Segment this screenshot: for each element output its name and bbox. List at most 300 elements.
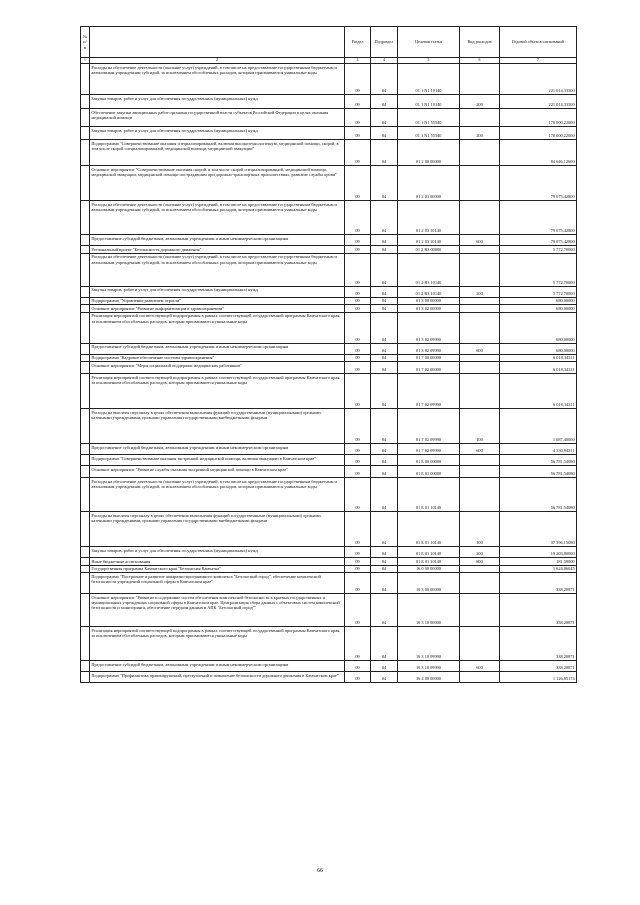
row-podrazdel: 04 xyxy=(371,201,398,235)
row-target: 01 2 03 10140 xyxy=(398,201,460,235)
row-target: 01 3 02 09990 xyxy=(398,312,460,343)
row-amount: 56 781,54080 xyxy=(500,466,577,478)
row-num-cell xyxy=(81,409,90,444)
table-row xyxy=(81,455,577,466)
row-name-cell xyxy=(90,235,345,246)
row-amount: 680,00000 xyxy=(500,297,577,304)
row-podrazdel: 04 xyxy=(371,109,398,127)
row-name: Основное мероприятие "Совершенствование оказания скорой, в том числе скорой специализированной, медицинской помощи, медицинской эвакуации, медицинской помощи пострадавшим при дорожно-транспортных происшествиях, развитие службы крови" xyxy=(91,166,337,178)
row-num-cell xyxy=(81,466,90,478)
row-num-cell xyxy=(81,661,90,672)
row-razdel: 09 xyxy=(345,627,371,661)
row-podrazdel: 04 xyxy=(371,565,398,572)
row-razdel: 09 xyxy=(345,253,371,286)
row-razdel: 09 xyxy=(345,547,371,558)
table-row xyxy=(81,235,577,246)
row-name: Подпрограмма "Управление развитием отрасли" xyxy=(91,298,181,304)
row-name-cell xyxy=(90,354,345,361)
row-name: Реализация мероприятий соответствующей подпрограммы в рамках соответствующей государственной программы Камчатского края, за исключением обособленных расходов, которым присваиваются уникальные коды xyxy=(91,313,341,324)
row-razdel: 09 xyxy=(345,478,371,512)
row-vid: 100 xyxy=(460,409,500,444)
row-razdel: 09 xyxy=(345,246,371,253)
header-vid: Вид расходов xyxy=(460,27,500,58)
row-vid: 200 xyxy=(460,547,500,558)
row-vid: 600 xyxy=(460,343,500,354)
row-num-cell xyxy=(81,312,90,343)
row-razdel: 09 xyxy=(345,64,371,95)
row-target: 01 3 02 00000 xyxy=(398,305,460,312)
row-name: Основное мероприятие "Развитие службы оказания экстренной медицинской помощи в Камчатском крае" xyxy=(91,466,288,472)
row-podrazdel: 04 xyxy=(371,246,398,253)
row-target: 01 3 00 00000 xyxy=(398,297,460,304)
row-target: 01 7 00 00000 xyxy=(398,354,460,361)
row-razdel: 09 xyxy=(345,235,371,246)
row-razdel: 09 xyxy=(345,286,371,297)
row-num-cell xyxy=(81,573,90,594)
row-num-cell xyxy=(81,354,90,361)
row-vid: 600 xyxy=(460,661,500,672)
row-podrazdel: 04 xyxy=(371,235,398,246)
row-vid xyxy=(460,374,500,409)
row-target: 01 1 N1 10140 xyxy=(398,95,460,109)
row-amount: 1 624,06045 xyxy=(500,565,577,572)
row-name: Расходы на обеспечение деятельности (оказание услуг) учреждений, в том числе на предоставление государственным бюджетным и автономным учреждениям субсидий, за исключением обособленных расходов, которым присваиваются уникальные коды xyxy=(91,478,337,490)
row-name-cell xyxy=(90,547,345,558)
row-name: Реализация мероприятий соответствующей подпрограммы в рамках соответствующей государственной программы Камчатского края, за исключением обособленных расходов, которым присваиваются уникальные коды xyxy=(91,374,341,386)
row-podrazdel: 04 xyxy=(371,343,398,354)
row-razdel: 09 xyxy=(345,312,371,343)
row-vid: 200 xyxy=(460,286,500,297)
row-vid xyxy=(460,297,500,304)
row-name: Подпрограмма "Кадровое обеспечение системы здравоохранения" xyxy=(91,355,215,361)
row-target: 01 7 02 09990 xyxy=(398,374,460,409)
row-name: Предоставление субсидий бюджетным, автономным учреждениям и иным некоммерческим организациям xyxy=(91,444,289,450)
row-amount: 338,20871 xyxy=(500,661,577,672)
row-target: 01 Б 01 00000 xyxy=(398,466,460,478)
row-amount: 56 781,54080 xyxy=(500,455,577,466)
row-razdel: 09 xyxy=(345,444,371,455)
table-row xyxy=(81,166,577,201)
header-num: № п/п xyxy=(81,27,90,58)
row-amount: 6 018,34311 xyxy=(500,354,577,361)
row-amount: 4 330,94311 xyxy=(500,444,577,455)
row-name-cell xyxy=(90,343,345,354)
row-podrazdel: 04 xyxy=(371,672,398,683)
row-razdel: 09 xyxy=(345,466,371,478)
row-target: 01 3 02 09990 xyxy=(398,343,460,354)
row-name-cell xyxy=(90,558,345,565)
row-name-cell xyxy=(90,362,345,374)
row-amount: 170 000,22000 xyxy=(500,127,577,140)
table-row xyxy=(81,565,577,572)
row-amount: 5 772,70000 xyxy=(500,253,577,286)
row-num-cell xyxy=(81,140,90,166)
row-name-cell xyxy=(90,512,345,547)
page-number: 66 xyxy=(317,868,323,874)
row-amount: 6 018,34311 xyxy=(500,374,577,409)
header-podrazdel: Подраздел xyxy=(371,27,398,58)
row-vid xyxy=(460,627,500,661)
row-podrazdel: 04 xyxy=(371,305,398,312)
row-name: Государственная программа Камчатского края "Безопасная Камчатка" xyxy=(91,566,221,572)
row-vid xyxy=(460,166,500,201)
row-razdel: 09 xyxy=(345,594,371,627)
row-name-cell xyxy=(90,305,345,312)
row-podrazdel: 04 xyxy=(371,312,398,343)
row-podrazdel: 04 xyxy=(371,286,398,297)
row-amount: 338,20871 xyxy=(500,627,577,661)
row-podrazdel: 04 xyxy=(371,362,398,374)
row-target: 01 2 R3 10140 xyxy=(398,253,460,286)
row-vid: 200 xyxy=(460,95,500,109)
row-podrazdel: 04 xyxy=(371,558,398,565)
row-name-cell xyxy=(90,565,345,572)
row-amount: 5 772,70000 xyxy=(500,246,577,253)
row-name: Предоставление субсидий бюджетным, автономным учреждениям и иным некоммерческим организациям xyxy=(91,661,289,667)
index-cell: 7 xyxy=(500,58,577,64)
row-name-cell xyxy=(90,127,345,140)
row-razdel: 09 xyxy=(345,565,371,572)
row-name-cell xyxy=(90,573,345,594)
table-row xyxy=(81,286,577,297)
row-num-cell xyxy=(81,201,90,235)
row-razdel: 09 xyxy=(345,343,371,354)
row-razdel: 09 xyxy=(345,512,371,547)
row-razdel: 09 xyxy=(345,409,371,444)
table-row xyxy=(81,362,577,374)
row-num-cell xyxy=(81,253,90,286)
index-cell: 5 xyxy=(398,58,460,64)
row-razdel: 09 xyxy=(345,354,371,361)
row-name: Закупка товаров, работ и услуг для обеспечения государственных (муниципальных) нужд xyxy=(91,127,258,133)
row-name-cell xyxy=(90,455,345,466)
row-amount: 1 126,85174 xyxy=(500,672,577,683)
row-name-cell xyxy=(90,312,345,343)
row-amount: 680,00000 xyxy=(500,343,577,354)
row-vid xyxy=(460,109,500,127)
row-num-cell xyxy=(81,565,90,572)
row-name-cell xyxy=(90,286,345,297)
header-row xyxy=(81,27,577,58)
row-amount: 19 203,80000 xyxy=(500,547,577,558)
row-target: 16 3 10 09990 xyxy=(398,661,460,672)
row-amount: 221 014,33500 xyxy=(500,64,577,95)
row-amount: 37 396,15080 xyxy=(500,512,577,547)
row-razdel: 09 xyxy=(345,297,371,304)
row-podrazdel: 04 xyxy=(371,64,398,95)
table-row xyxy=(81,64,577,95)
row-name-cell xyxy=(90,444,345,455)
table-row xyxy=(81,140,577,166)
row-name-cell xyxy=(90,95,345,109)
table-row xyxy=(81,573,577,594)
row-name-cell xyxy=(90,409,345,444)
index-cell: 2 xyxy=(90,58,345,64)
table-row xyxy=(81,246,577,253)
row-podrazdel: 04 xyxy=(371,374,398,409)
table-row xyxy=(81,312,577,343)
row-num-cell xyxy=(81,374,90,409)
row-name-cell xyxy=(90,253,345,286)
row-target: 01 7 02 00000 xyxy=(398,362,460,374)
row-name-cell xyxy=(90,297,345,304)
table-row xyxy=(81,444,577,455)
row-name-cell xyxy=(90,466,345,478)
table-row xyxy=(81,627,577,661)
row-name: Основное мероприятие "Развитие информатизации в здравоохранении" xyxy=(91,305,224,311)
row-name: Расходы на обеспечение деятельности (оказание услуг) учреждений, в том числе на предоставление государственным бюджетным и автономным учреждениям субсидий, за исключением обособленных расходов, которым присваиваются уникальные коды xyxy=(91,64,337,76)
index-cell: 6 xyxy=(460,58,500,64)
row-name: Подпрограмма "Профилактика правонарушений, преступлений и повышение безопасности дорожного движения в Камчатском крае" xyxy=(91,672,339,678)
table-row xyxy=(81,594,577,627)
table-row xyxy=(81,512,577,547)
row-razdel: 09 xyxy=(345,201,371,235)
row-razdel: 09 xyxy=(345,455,371,466)
row-name: Закупка товаров, работ и услуг для обеспечения государственных (муниципальных) нужд xyxy=(91,95,258,101)
row-razdel: 09 xyxy=(345,140,371,166)
row-vid: 800 xyxy=(460,558,500,565)
row-podrazdel: 04 xyxy=(371,466,398,478)
budget-table xyxy=(80,26,577,683)
row-podrazdel: 04 xyxy=(371,627,398,661)
row-name-cell xyxy=(90,140,345,166)
row-vid xyxy=(460,246,500,253)
index-cell: 3 xyxy=(345,58,371,64)
row-amount: 84 646,12600 xyxy=(500,140,577,166)
row-name: Иные бюджетные ассигнования xyxy=(91,558,151,564)
row-target: 16 3 10 00000 xyxy=(398,594,460,627)
row-podrazdel: 04 xyxy=(371,594,398,627)
row-target: 16 4 00 00000 xyxy=(398,672,460,683)
table-row xyxy=(81,305,577,312)
row-num-cell xyxy=(81,558,90,565)
header-razdel: Раздел xyxy=(345,27,371,58)
row-razdel: 09 xyxy=(345,573,371,594)
row-target: 01 Б 01 10140 xyxy=(398,547,460,558)
row-name: Расходы на обеспечение деятельности (оказание услуг) учреждений, в том числе на предоставление государственным бюджетным и автономным учреждениям субсидий, за исключением обособленных расходов, которым присваиваются уникальные коды xyxy=(91,201,337,213)
row-razdel: 09 xyxy=(345,109,371,127)
row-num-cell xyxy=(81,127,90,140)
row-vid xyxy=(460,201,500,235)
row-num-cell xyxy=(81,512,90,547)
table-row xyxy=(81,409,577,444)
row-target: 01 1 N1 55540 xyxy=(398,127,460,140)
row-podrazdel: 04 xyxy=(371,166,398,201)
row-amount: 181,59000 xyxy=(500,558,577,565)
row-num-cell xyxy=(81,166,90,201)
row-num-cell xyxy=(81,64,90,95)
row-target: 01 2 R3 10140 xyxy=(398,286,460,297)
row-name: Подпрограмма "Построение и развитие аппаратно-программного комплекса "Безопасный город", обеспечение комплексной безопасности учреждений социальной сферы в Камчатском крае" xyxy=(91,573,321,584)
row-target: 01 Б 01 10140 xyxy=(398,558,460,565)
row-target: 16 3 00 00000 xyxy=(398,573,460,594)
row-name-cell xyxy=(90,166,345,201)
header-target: Целевая статья xyxy=(398,27,460,58)
row-name: Закупка товаров, работ и услуг для обеспечения государственных (муниципальных) нужд xyxy=(91,287,258,293)
row-target: 01 2 03 00000 xyxy=(398,166,460,201)
row-razdel: 09 xyxy=(345,661,371,672)
row-razdel: 09 xyxy=(345,127,371,140)
row-podrazdel: 04 xyxy=(371,547,398,558)
row-name-cell xyxy=(90,374,345,409)
row-podrazdel: 04 xyxy=(371,127,398,140)
row-vid: 600 xyxy=(460,235,500,246)
row-name: Расходы на выплаты персоналу в целях обеспечения выполнения функций государственными (муниципальными) органами, казенными учреждениями, органами управления государственными внебюджетными фондами xyxy=(91,512,322,524)
row-target: 01 7 02 09990 xyxy=(398,444,460,455)
row-name-cell xyxy=(90,64,345,95)
row-name: Основное мероприятие "Развитие и содержание систем обеспечения комплексной безопасности в краевых государственных и муниципальных учреждениях социальной сферы в Камчатском крае. Централизация сбора данных с объектовых систем комплексной безопасности и мониторинга, обеспечение передачи данных в АПК "Безопасный город"" xyxy=(91,594,340,611)
row-num-cell xyxy=(81,305,90,312)
row-num-cell xyxy=(81,109,90,127)
table-row xyxy=(81,466,577,478)
row-podrazdel: 04 xyxy=(371,478,398,512)
table-row xyxy=(81,661,577,672)
row-name-cell xyxy=(90,109,345,127)
row-podrazdel: 04 xyxy=(371,409,398,444)
row-num-cell xyxy=(81,455,90,466)
row-name-cell xyxy=(90,672,345,683)
row-podrazdel: 04 xyxy=(371,95,398,109)
index-cell: 1 xyxy=(81,58,90,64)
row-name: Предоставление субсидий бюджетным, автономным учреждениям и иным некоммерческим организациям xyxy=(91,235,289,241)
row-name-cell xyxy=(90,661,345,672)
row-name-cell xyxy=(90,246,345,253)
row-vid xyxy=(460,478,500,512)
row-vid: 600 xyxy=(460,444,500,455)
row-num-cell xyxy=(81,594,90,627)
table-body xyxy=(81,64,577,683)
row-amount: 680,00000 xyxy=(500,305,577,312)
row-amount: 5 772,70000 xyxy=(500,286,577,297)
row-num-cell xyxy=(81,362,90,374)
header-amount: Годовой объем ассигнований xyxy=(500,27,577,58)
row-vid xyxy=(460,594,500,627)
row-num-cell xyxy=(81,246,90,253)
row-podrazdel: 04 xyxy=(371,455,398,466)
row-target: 01 2 00 00000 xyxy=(398,140,460,166)
row-vid: 200 xyxy=(460,127,500,140)
row-amount: 170 000,22000 xyxy=(500,109,577,127)
row-target: 01 1 N1 10140 xyxy=(398,64,460,95)
row-podrazdel: 04 xyxy=(371,573,398,594)
row-target: 01 Б 00 00000 xyxy=(398,455,460,466)
table-row xyxy=(81,374,577,409)
table-row xyxy=(81,343,577,354)
row-name: Предоставление субсидий бюджетным, автономным учреждениям и иным некоммерческим организациям xyxy=(91,344,289,350)
row-vid xyxy=(460,140,500,166)
row-target: 01 2 R3 00000 xyxy=(398,246,460,253)
table-row xyxy=(81,297,577,304)
row-vid xyxy=(460,312,500,343)
table-row xyxy=(81,558,577,565)
table-row xyxy=(81,253,577,286)
row-vid xyxy=(460,565,500,572)
row-amount: 1 687,40000 xyxy=(500,409,577,444)
row-num-cell xyxy=(81,627,90,661)
row-vid xyxy=(460,354,500,361)
row-name-cell xyxy=(90,201,345,235)
row-amount: 338,20871 xyxy=(500,573,577,594)
row-name: Основное мероприятие "Меры социальной поддержки медицинских работников" xyxy=(91,362,243,368)
row-num-cell xyxy=(81,95,90,109)
row-podrazdel: 04 xyxy=(371,140,398,166)
row-num-cell xyxy=(81,343,90,354)
row-target: 01 Б 01 10140 xyxy=(398,478,460,512)
table-row xyxy=(81,478,577,512)
row-amount: 79 075,42800 xyxy=(500,166,577,201)
row-target: 16 3 10 09990 xyxy=(398,627,460,661)
index-cell: 4 xyxy=(371,58,398,64)
row-num-cell xyxy=(81,672,90,683)
row-name: Региональный проект "Безопасность дорожного движения" xyxy=(91,246,202,252)
row-amount: 56 781,54080 xyxy=(500,478,577,512)
table-row xyxy=(81,354,577,361)
row-name: Реализация мероприятий соответствующей подпрограммы в рамках соответствующей государственной программы Камчатского края, за исключением обособленных расходов, которым присваиваются уникальные коды xyxy=(91,627,341,638)
row-podrazdel: 04 xyxy=(371,661,398,672)
row-num-cell xyxy=(81,297,90,304)
row-target: 01 Б 01 10140 xyxy=(398,512,460,547)
row-vid xyxy=(460,466,500,478)
table-row xyxy=(81,127,577,140)
row-name: Обеспечение закупки авиационных работ органами государственной власти субъектов Российской Федерации в целях оказания медицинской помощи xyxy=(91,109,329,121)
row-name: Подпрограмма "Совершенствование оказания специализированной, включая высокотехнологичную, медицинской помощи, скорой, в том числе скорой специализированной, медицинской помощи, медицинской эвакуации" xyxy=(91,140,339,152)
row-podrazdel: 04 xyxy=(371,297,398,304)
row-razdel: 09 xyxy=(345,374,371,409)
header-name xyxy=(90,27,345,58)
row-name: Подпрограмма "Совершенствование оказания экстренной медицинской помощи, включая эвакуацию в Камчатском крае" xyxy=(91,455,317,461)
row-name: Расходы на обеспечение деятельности (оказание услуг) учреждений, в том числе на предоставление государственным бюджетным и автономным учреждениям субсидий, за исключением обособленных расходов, которым присваиваются уникальные коды xyxy=(91,254,337,265)
row-vid xyxy=(460,64,500,95)
row-name-cell xyxy=(90,627,345,661)
row-vid: 100 xyxy=(460,512,500,547)
row-num-cell xyxy=(81,444,90,455)
row-vid xyxy=(460,573,500,594)
row-vid xyxy=(460,362,500,374)
row-target: 16 0 00 00000 xyxy=(398,565,460,572)
row-podrazdel: 04 xyxy=(371,444,398,455)
row-razdel: 09 xyxy=(345,672,371,683)
row-podrazdel: 04 xyxy=(371,253,398,286)
table-row xyxy=(81,672,577,683)
row-name: Расходы на выплаты персоналу в целях обеспечения выполнения функций государственными (муниципальными) органами, казенными учреждениями, органами управления государственными внебюджетными фондами xyxy=(91,409,322,421)
row-razdel: 09 xyxy=(345,362,371,374)
table-row xyxy=(81,95,577,109)
row-amount: 221 014,33500 xyxy=(500,95,577,109)
row-num-cell xyxy=(81,286,90,297)
row-podrazdel: 04 xyxy=(371,354,398,361)
row-podrazdel: 04 xyxy=(371,512,398,547)
table-row xyxy=(81,201,577,235)
row-vid xyxy=(460,672,500,683)
row-target: 01 1 N1 55540 xyxy=(398,109,460,127)
row-amount: 6 018,34311 xyxy=(500,362,577,374)
row-name-cell xyxy=(90,478,345,512)
row-target: 01 7 02 09990 xyxy=(398,409,460,444)
row-target: 01 2 03 10140 xyxy=(398,235,460,246)
row-amount: 680,00000 xyxy=(500,312,577,343)
row-razdel: 09 xyxy=(345,166,371,201)
row-name-cell xyxy=(90,594,345,627)
row-vid xyxy=(460,253,500,286)
row-razdel: 09 xyxy=(345,305,371,312)
row-num-cell xyxy=(81,235,90,246)
row-amount: 79 075,42800 xyxy=(500,235,577,246)
table-row xyxy=(81,109,577,127)
row-razdel: 09 xyxy=(345,558,371,565)
row-num-cell xyxy=(81,547,90,558)
row-amount: 79 075,42800 xyxy=(500,201,577,235)
row-num-cell xyxy=(81,478,90,512)
